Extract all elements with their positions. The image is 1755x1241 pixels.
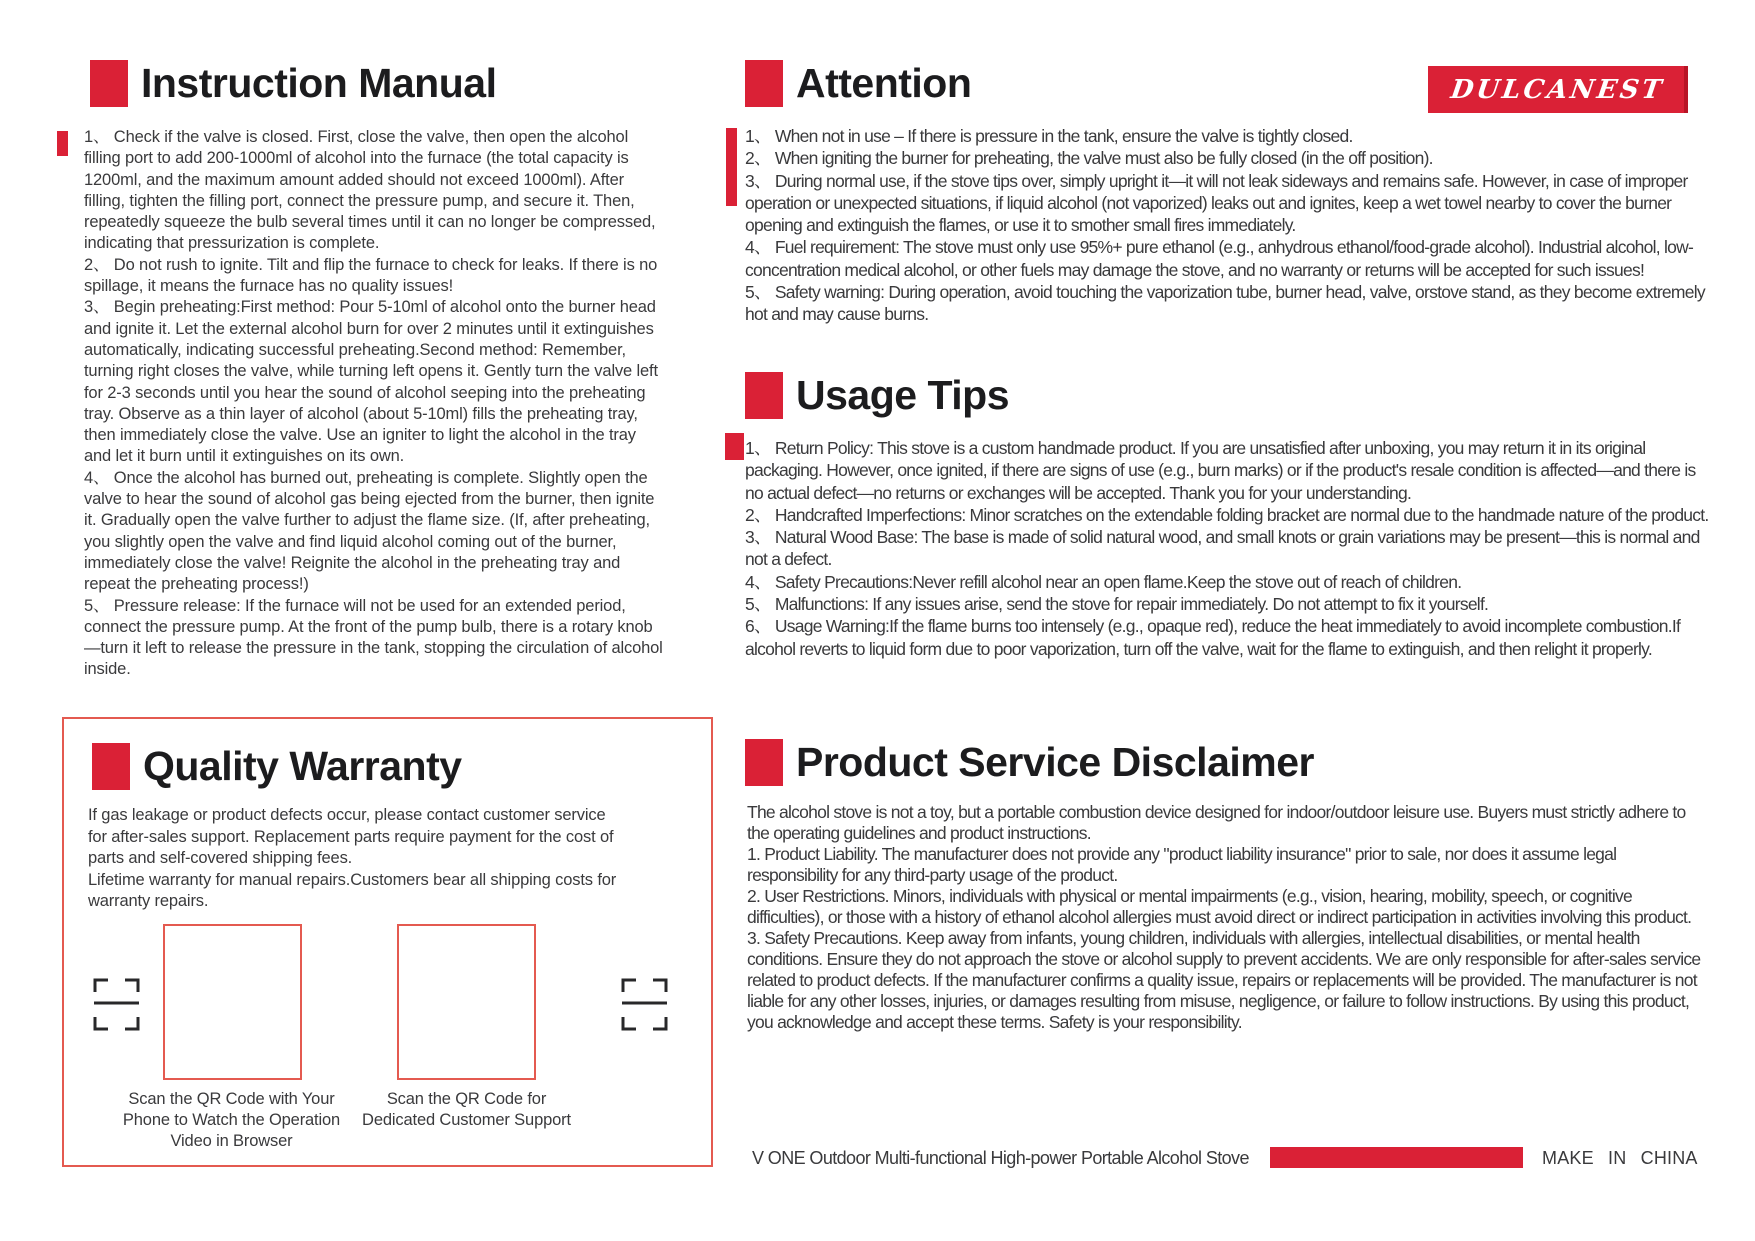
section-heading-quality-warranty bbox=[92, 743, 462, 790]
footer-made-in: MAKE IN CHINA bbox=[1542, 1148, 1698, 1168]
paragraph: If gas leakage or product defects occur, please contact customer service for after-sales support. Replacement parts require payment for the cost of parts and self-covered shipping fees. bbox=[88, 806, 614, 867]
footer-product-name: V ONE Outdoor Multi-functional High-power Portable Alcohol Stove bbox=[752, 1148, 1249, 1168]
red-square-bullet-icon bbox=[745, 739, 783, 786]
list-item: 4、 Once the alcohol has burned out, preheating is complete. Slightly open the valve to hear the sound of alcohol gas being ejected from the burner, then ignite it. Gradually open the valve further to adjust the flame size. (If, after preheating, you slightly open the valve and find liquid alcohol coming out of the burner, immediately close the valve! Reignite the alcohol in the preheating tray and repeat the preheating process!) bbox=[84, 468, 655, 594]
attention-list bbox=[745, 125, 1710, 326]
red-square-bullet-icon bbox=[745, 372, 783, 419]
list-item: 4、 Fuel requirement: The stove must only use 95%+ pure ethanol (e.g., anhydrous ethanol/food-grade alcohol). Industrial alcohol, low-concentration medical alcohol, or other fuels may damage the stove, and no warranty or returns will be accepted for such issues! bbox=[745, 237, 1694, 280]
paragraph: 3. Safety Precautions. Keep away from infants, young children, individuals with allergies, intellectual disabilities, or mental health conditions. Ensure they do not approach the stove or alcohol supply to prevent accidents. We are only responsible for after-sales service related to product defects. If the manufacturer confirms a quality issue, repairs or replacements will be provided. The manufacturer is not liable for any other losses, injuries, or damages resulting from misuse, negligence, or failure to follow instructions. By using this product, you acknowledge and accept these terms. Safety is your responsibility. bbox=[747, 928, 1701, 1032]
red-square-bullet-icon bbox=[92, 743, 130, 790]
list-item: 3、 During normal use, if the stove tips over, simply upright it—it will not leak sideways and remains safe. However, in case of improper operation or unexpected situations, if liquid alcohol (not vaporized) leaks out and ignites, keep a wet towel nearby to cover the burner opening and extinguish the flames, or use it to smother small fires immediately. bbox=[745, 170, 1688, 236]
list-item: 5、 Pressure release: If the furnace will not be used for an extended period, connect the pressure pump. At the front of the pump bulb, there is a rotary knob—turn it left to release the pressure in the tank, stopping the circulation of alcohol inside. bbox=[84, 596, 663, 679]
red-square-bullet-icon bbox=[745, 60, 783, 107]
usage-tips-list bbox=[745, 437, 1710, 660]
list-item: 1、 Return Policy: This stove is a custom handmade product. If you are unsatisfied after unboxing, you may return it in its original packaging. However, once ignited, if there are signs of use (e.g., burn marks) or if the product's resale condition is affected—and there is no actual defect—no returns or exchanges will be accepted. Thank you for your understanding. bbox=[745, 438, 1696, 503]
qr-caption-support: Scan the QR Code for Dedicated Customer Support bbox=[362, 1090, 571, 1129]
brand-logo-text: DULCANEST bbox=[1449, 74, 1667, 105]
qr-caption-video: Scan the QR Code with Your Phone to Watch the Operation Video in Browser bbox=[122, 1090, 341, 1150]
product-service-disclaimer-title: Product Service Disclaimer bbox=[796, 739, 1314, 785]
product-service-disclaimer-text bbox=[747, 802, 1702, 1033]
quality-warranty-text bbox=[88, 805, 623, 913]
red-accent-bar bbox=[57, 131, 68, 156]
qr-code-placeholder-support bbox=[397, 924, 536, 1080]
red-accent-bar bbox=[726, 128, 737, 206]
paragraph: 2. User Restrictions. Minors, individuals with physical or mental impairments (e.g., vision, hearing, mobility, speech, or cognitive difficulties), or those with a history of ethanol alcohol allergies must avoid direct or indirect participation in activities involving this product. bbox=[747, 886, 1692, 927]
scan-frame-icon bbox=[93, 977, 140, 1032]
brand-logo bbox=[1428, 66, 1688, 113]
list-item: 4、 Safety Precautions:Never refill alcohol near an open flame.Keep the stove out of reach of children. bbox=[745, 571, 1462, 592]
section-heading-product-service-disclaimer bbox=[745, 739, 1314, 786]
list-item: 3、 Begin preheating:First method: Pour 5-10ml of alcohol onto the burner head and ignite it. Let the external alcohol burn for over 2 minutes until it extinguishes automatically, indicating successful preheating.Second method: Remember, turning right closes the valve, while turning left opens it. Gently turn the valve left for 2-3 seconds until you hear the sound of alcohol seeping into the preheating tray. Observe as a thin layer of alcohol (about 5-10ml) fills the preheating tray, then immediately close the valve. Use an igniter to light the alcohol in the tray and let it burn until it extinguishes on its own. bbox=[84, 298, 658, 466]
usage-tips-title: Usage Tips bbox=[796, 372, 1009, 418]
list-item: 2、 When igniting the burner for preheating, the valve must also be fully closed (in the off position). bbox=[745, 148, 1433, 169]
list-item: 2、 Do not rush to ignite. Tilt and flip the furnace to check for leaks. If there is no spillage, it means the furnace has no quality issues! bbox=[84, 255, 658, 296]
list-item: 5、 Safety warning: During operation, avoid touching the vaporization tube, burner head, valve, orstove stand, as they become extremely hot and may cause burns. bbox=[745, 282, 1705, 325]
quality-warranty-title: Quality Warranty bbox=[143, 743, 462, 789]
instruction-manual-list bbox=[84, 127, 664, 681]
list-item: 6、 Usage Warning:If the flame burns too intensely (e.g., opaque red), reduce the heat immediately to avoid incomplete combustion.If alcohol reverts to liquid form due to poor vaporization, turn off the valve, wait for the flame to extinguish, and then relight it properly. bbox=[745, 616, 1681, 659]
list-item: 3、 Natural Wood Base: The base is made of solid natural wood, and small knots or grain variations may be present—this is normal and not a defect. bbox=[745, 527, 1700, 570]
footer-red-bar bbox=[1270, 1147, 1523, 1168]
paragraph: Lifetime warranty for manual repairs.Customers bear all shipping costs for warranty repairs. bbox=[88, 870, 617, 910]
attention-title: Attention bbox=[796, 60, 972, 106]
section-heading-attention bbox=[745, 60, 971, 107]
paragraph: 1. Product Liability. The manufacturer does not provide any "product liability insurance" prior to sale, nor does it assume legal responsibility for any third-party usage of the product. bbox=[747, 844, 1617, 885]
qr-code-placeholder-video bbox=[163, 924, 302, 1080]
red-square-bullet-icon bbox=[90, 60, 128, 107]
section-heading-instruction-manual bbox=[90, 60, 496, 107]
footer bbox=[752, 1146, 1697, 1172]
list-item: 1、 Check if the valve is closed. First, close the valve, then open the alcohol filling port to add 200-1000ml of alcohol into the furnace (the total capacity is 1200ml, and the maximum amount added should not exceed 1000ml). After filling, tighten the filling port, connect the pressure pump, and secure it. Then, repeatedly squeeze the bulb several times until it can no longer be compressed, indicating that pressurization is complete. bbox=[84, 128, 656, 253]
scan-frame-icon bbox=[621, 977, 668, 1032]
list-item: 5、 Malfunctions: If any issues arise, send the stove for repair immediately. Do not attempt to fix it yourself. bbox=[745, 594, 1489, 615]
red-accent-square bbox=[725, 433, 744, 460]
list-item: 1、 When not in use – If there is pressure in the tank, ensure the valve is tightly closed. bbox=[745, 126, 1353, 146]
paragraph: The alcohol stove is not a toy, but a portable combustion device designed for indoor/outdoor leisure use. Buyers must strictly adhere to the operating guidelines and product instructions. bbox=[747, 802, 1686, 843]
quality-warranty-box bbox=[62, 717, 713, 1167]
instruction-manual-title: Instruction Manual bbox=[141, 60, 497, 106]
section-heading-usage-tips bbox=[745, 372, 1009, 419]
list-item: 2、 Handcrafted Imperfections: Minor scratches on the extendable folding bracket are normal due to the handmade nature of the product. bbox=[745, 504, 1709, 525]
